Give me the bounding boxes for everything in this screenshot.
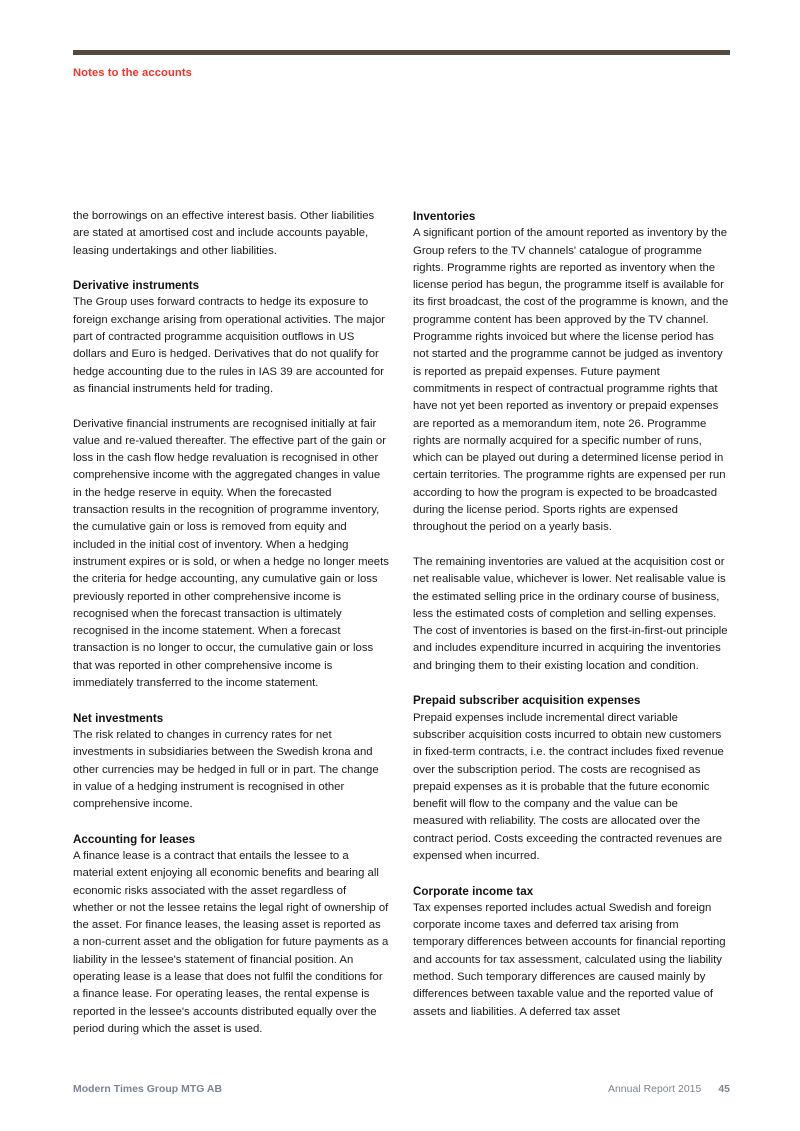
footer-right-group (608, 1084, 730, 1095)
spacer (413, 675, 729, 692)
paragraph: Prepaid expenses include incremental direct variable subscriber acquisition costs incurred to obtain new customers in fixed-term contracts, i.e. the contract includes fixed revenue over the subscription period. The costs are recognised as prepaid expenses as it is probable that the future economic benefit will flow to the company and the value can be measured with reliability. The costs are allocated over the contract period. Costs exceeding the contracted revenues are expensed when incurred. (413, 711, 724, 862)
paragraph: The remaining inventories are valued at the acquisition cost or net realisable value, whichever is lower. Net realisable value is the estimated selling price in the ordinary course of business, less the estimated costs of completion and selling expenses. The cost of inventories is based on the first-in-first-out principle and includes expenditure incurred in acquiring the inventories and bringing them to their existing location and condition. (413, 555, 728, 672)
heading-inventories: Inventories (413, 210, 476, 223)
footer-report-title: Annual Report 2015 (607, 1084, 702, 1095)
paragraph: A significant portion of the amount reported as inventory by the Group refers to the TV channels' catalogue of programme rights. Programme rights are reported as inventory when the license period has begun, the programme itself is available for its first broadcast, the cost of the programme is known, and the programme content has been approved by the TV channel. Programme rights invoiced but where the license period has not started and the programme cannot be judged as inventory is reported as prepaid expenses. Future payment commitments in respect of contractual programme rights that have not yet been reported as inventory or prepaid expenses are reported as a memorandum item, note 26. Programme rights are normally acquired for a specific number of runs, which can be played out during a determined license period in certain territories. The programme rights are expensed per run according to how the program is expected to be broadcasted during the license period. Sports rights are expensed throughout the period on a yearly basis. (413, 227, 729, 534)
spacer (73, 692, 389, 709)
page-footer (73, 1084, 730, 1100)
section-label: Notes to the accounts (73, 67, 192, 79)
right-column (413, 208, 729, 1038)
heading-accounting-for-leases: Accounting for leases (73, 832, 196, 846)
spacer (413, 537, 729, 554)
heading-prepaid-subscriber-acquisition-expenses: Prepaid subscriber acquisition expenses (413, 694, 641, 708)
heading-derivative-instruments: Derivative instruments (73, 279, 200, 293)
spacer (413, 865, 729, 882)
paragraph: The Group uses forward contracts to hedge its exposure to foreign exchange arising from operational activities. The major part of contracted programme acquisition outflows in US dollars and Euro is hedged. Derivatives that do not qualify for hedge accounting due to the rules in IAS 39 are accounted for as financial instruments held for trading. (73, 296, 385, 395)
spacer (73, 398, 389, 415)
heading-net-investments: Net investments (73, 711, 164, 725)
paragraph-continued: the borrowings on an effective interest basis. Other liabilities are stated at amortised cost and include accounts payable, leasing undertakings and other liabilities. (73, 210, 375, 257)
paragraph: Derivative financial instruments are recognised initially at fair value and re-valued thereafter. The effective part of the gain or loss in the cash flow hedge revaluation is recognised in other comprehensive income with the aggregated changes in value in the hedge reserve in equity. When the forecasted transaction results in the recognition of programme inventory, the cumulative gain or loss is removed from equity and included in the initial cost of inventory. When a hedging instrument expires or is sold, or when a hedge no longer meets the criteria for hedge accounting, any cumulative gain or loss previously reported in other comprehensive income is recognised when the forecast transaction is ultimately recognised in the income statement. When a forecast transaction is no longer to occur, the cumulative gain or loss that was reported in other comprehensive income is immediately transferred to the income statement. (73, 417, 389, 690)
heading-corporate-income-tax: Corporate income tax (413, 884, 534, 898)
footer-company-name: Modern Times Group MTG AB (73, 1084, 223, 1095)
spacer (73, 260, 389, 277)
paragraph: Tax expenses reported includes actual Swedish and foreign corporate income taxes and deferred tax arising from temporary differences between accounts for financial reporting and accounts for tax assessment, calculated using the liability method. Such temporary differences are caused mainly by differences between taxable value and the reported value of assets and liabilities. A deferred tax asset (413, 901, 726, 1018)
paragraph: A finance lease is a contract that entails the lessee to a material extent enjoying all economic benefits and bearing all economic risks associated with the asset regardless of whether or not the lessee retains the legal right of ownership of the asset. For finance leases, the leasing asset is reported as a non-current asset and the obligation for future payments as a liability in the lessee's statement of financial position. An operating lease is a lease that does not fulfil the conditions for a finance lease. For operating leases, the rental expense is reported in the lessee's accounts distributed equally over the period during which the asset is used. (73, 849, 389, 1035)
footer-page-number: 45 (718, 1084, 730, 1095)
spacer (73, 813, 389, 830)
body-columns (73, 208, 730, 1038)
left-column (73, 208, 389, 1038)
paragraph: The risk related to changes in currency rates for net investments in subsidiaries between the Swedish krona and other currencies may be hedged in full or in part. The change in value of a hedging instrument is recognised in other comprehensive income. (73, 728, 379, 811)
header-rule (73, 50, 730, 55)
